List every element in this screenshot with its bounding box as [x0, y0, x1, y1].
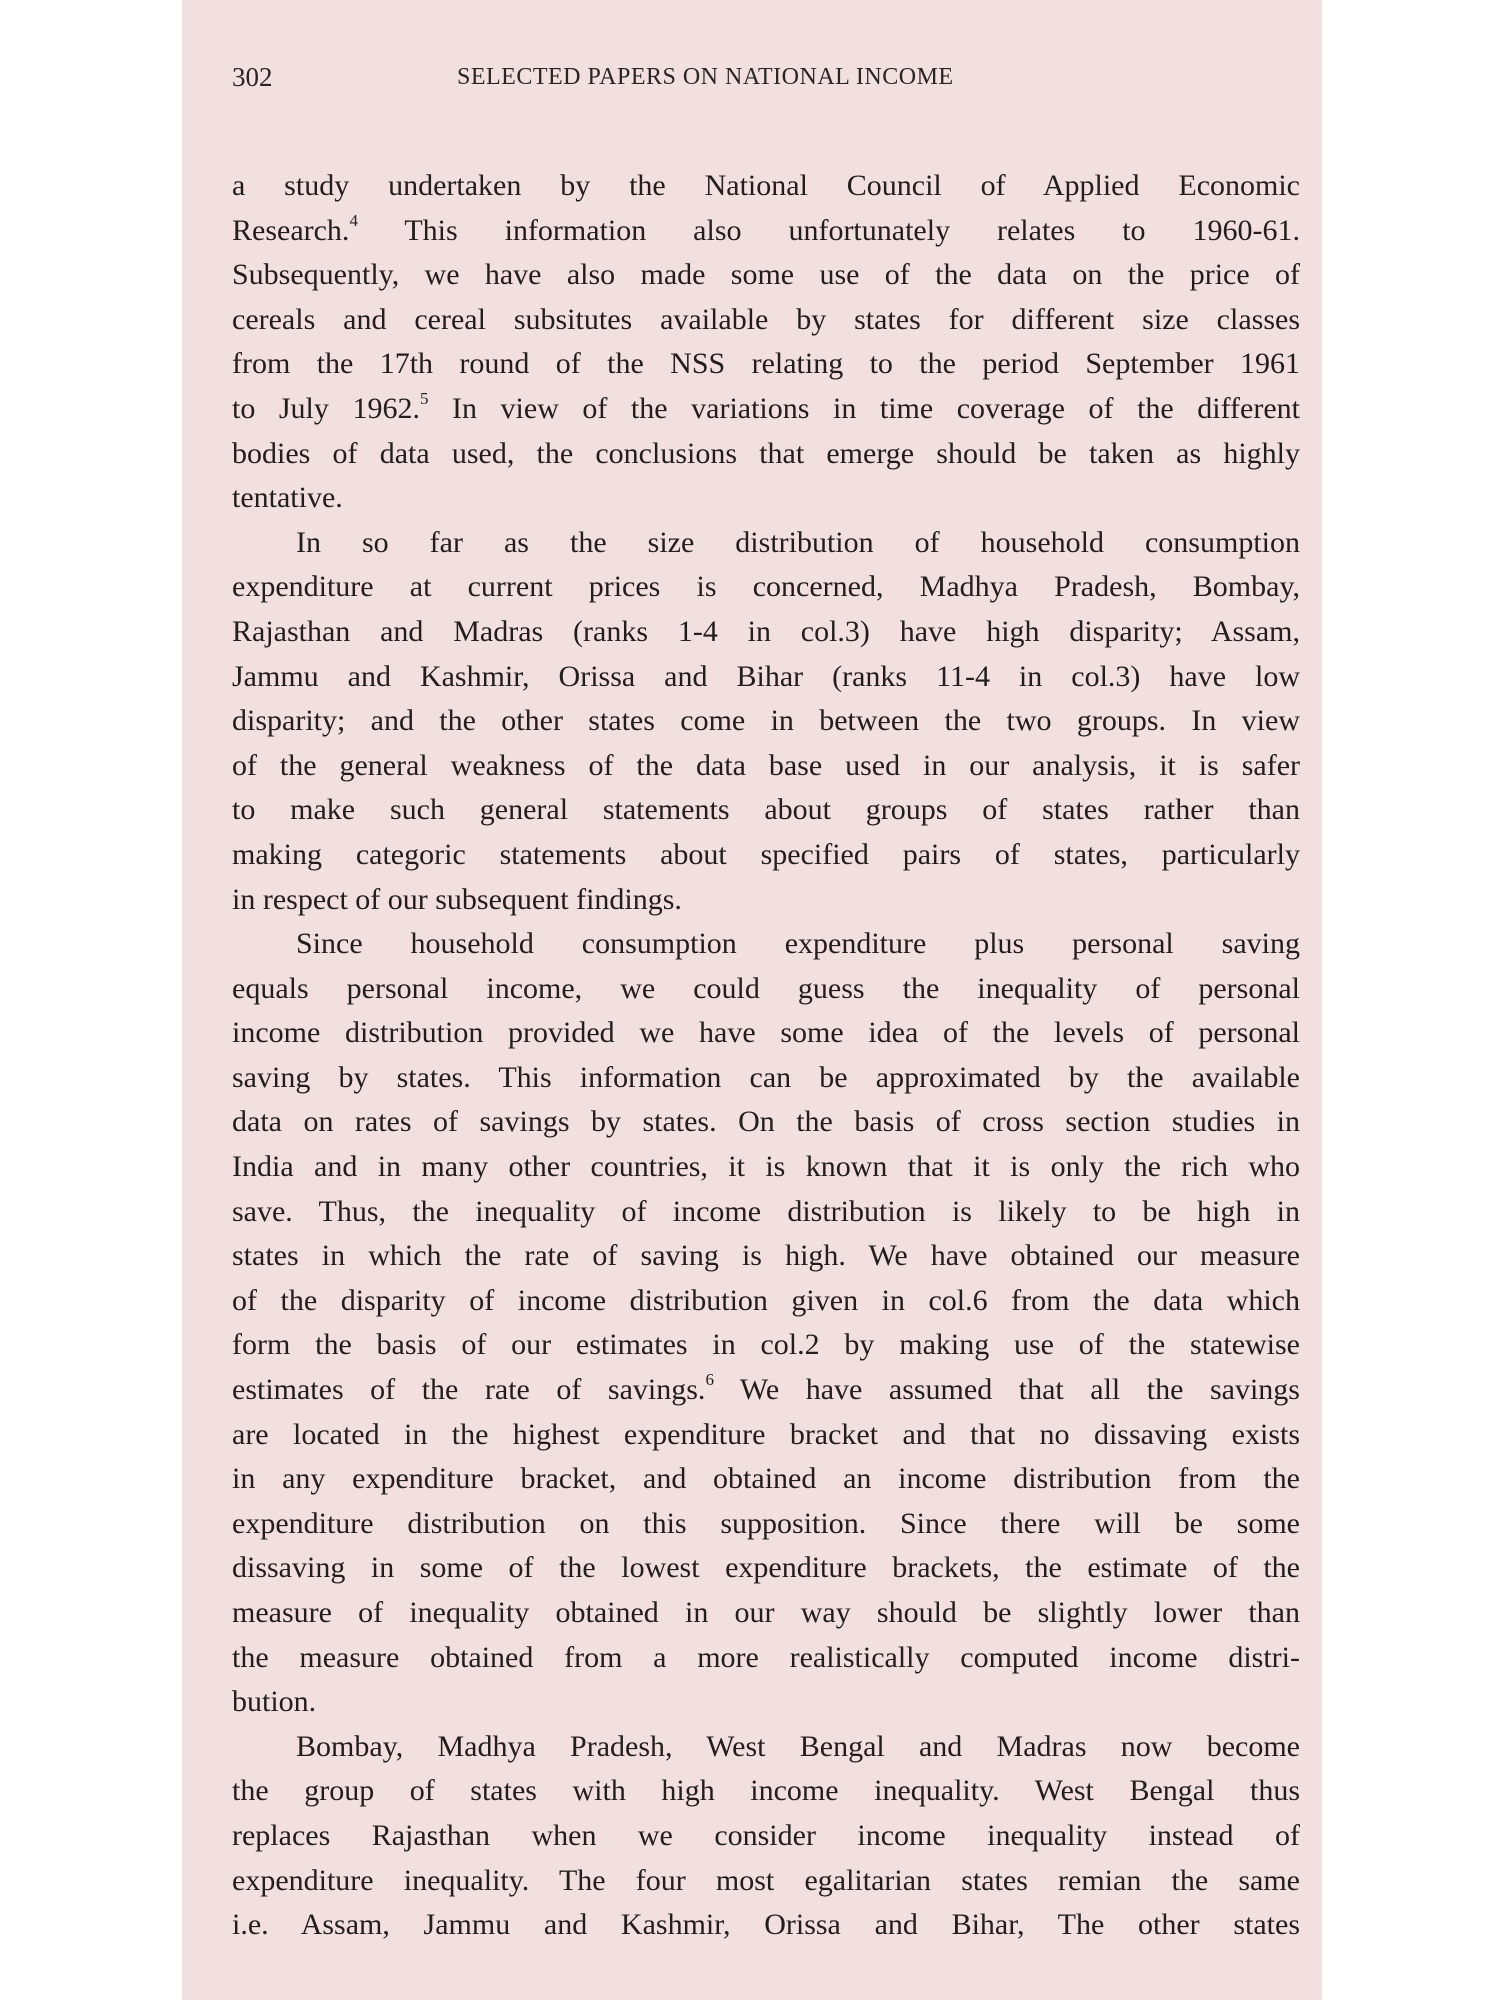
text-line: Subsequently, we have also made some use of the data on the price of — [232, 258, 1300, 292]
text-line: Jammu and Kashmir, Orissa and Bihar (ranks 11-4 in col.3) have low — [232, 659, 1300, 693]
text-line: Since household consumption expenditure plus personal saving — [296, 927, 1300, 961]
text-line: Bombay, Madhya Pradesh, West Bengal and Madras now become — [296, 1729, 1300, 1763]
text-line: bution. — [232, 1685, 317, 1719]
text-line: disparity; and the other states come in between the two groups. In view — [232, 704, 1300, 738]
text-line: i.e. Assam, Jammu and Kashmir, Orissa and Bihar, The other states — [232, 1908, 1300, 1942]
text-line: of the disparity of income distribution given in col.6 from the data which — [232, 1283, 1300, 1317]
text-line: in any expenditure bracket, and obtained an income distribution from the — [232, 1462, 1300, 1496]
text-line: to make such general statements about groups of states rather than — [232, 793, 1300, 827]
text-line: bodies of data used, the conclusions that emerge should be taken as highly — [232, 436, 1300, 470]
text-line: income distribution provided we have some idea of the levels of personal — [232, 1016, 1300, 1050]
text-line: expenditure inequality. The four most egalitarian states remian the same — [232, 1863, 1300, 1897]
text-line: Research.$^4$ This information also unfortunately relates to 1960-61. — [232, 210, 1300, 247]
text-line: form the basis of our estimates in col.2 by making use of the statewise — [232, 1328, 1300, 1362]
text-line: states in which the rate of saving is high. We have obtained our measure — [232, 1239, 1300, 1273]
text-line: the measure obtained from a more realistically computed income distri- — [232, 1640, 1300, 1674]
paragraph — [232, 164, 1300, 521]
text-line: in respect of our subsequent findings. — [232, 882, 682, 916]
paragraph — [232, 922, 1300, 1725]
paragraph — [232, 1725, 1300, 1948]
footnote-reference: 5 — [419, 388, 429, 408]
text-line: dissaving in some of the lowest expenditure brackets, the estimate of the — [232, 1551, 1300, 1585]
text-line: Rajasthan and Madras (ranks 1-4 in col.3) have high disparity; Assam, — [232, 614, 1300, 648]
text-line: In so far as the size distribution of household consumption — [296, 525, 1300, 559]
text-line: India and in many other countries, it is known that it is only the rich who — [232, 1150, 1300, 1184]
body-text — [232, 164, 1300, 1948]
text-line: replaces Rajasthan when we consider income inequality instead of — [232, 1818, 1300, 1852]
text-line: are located in the highest expenditure bracket and that no dissaving exists — [232, 1417, 1300, 1451]
running-header — [232, 62, 1300, 98]
text-line: to July 1962.$^5$ In view of the variations in time coverage of the different — [232, 388, 1300, 425]
text-line: tentative. — [232, 481, 343, 515]
paragraph — [232, 521, 1300, 922]
text-line: a study undertaken by the National Council of Applied Economic — [232, 169, 1300, 202]
running-title: SELECTED PAPERS ON NATIONAL INCOME — [457, 64, 954, 90]
footnote-reference: 4 — [349, 210, 358, 230]
text-line: measure of inequality obtained in our way should be slightly lower than — [232, 1596, 1300, 1629]
text-line: expenditure distribution on this supposition. Since there will be some — [232, 1506, 1300, 1540]
page-number: 302 — [232, 62, 273, 92]
footnote-reference: 6 — [705, 1370, 714, 1390]
text-line: of the general weakness of the data base used in our analysis, it is safer — [232, 748, 1300, 782]
text-line: from the 17th round of the NSS relating to the period September 1961 — [232, 347, 1300, 381]
text-line: save. Thus, the inequality of income distribution is likely to be high in — [232, 1194, 1300, 1228]
text-line: equals personal income, we could guess the inequality of personal — [232, 971, 1300, 1005]
text-line: the group of states with high income inequality. West Bengal thus — [232, 1774, 1300, 1808]
text-line: making categoric statements about specified pairs of states, particularly — [232, 837, 1300, 871]
text-line: cereals and cereal subsitutes available by states for different size classes — [232, 302, 1300, 336]
text-line: data on rates of savings by states. On the basis of cross section studies in — [232, 1105, 1300, 1139]
text-line: saving by states. This information can be approximated by the available — [232, 1060, 1300, 1094]
text-line: expenditure at current prices is concerned, Madhya Pradesh, Bombay, — [232, 570, 1300, 604]
text-line: estimates of the rate of savings.$^6$ We have assumed that all the savings — [232, 1370, 1300, 1407]
